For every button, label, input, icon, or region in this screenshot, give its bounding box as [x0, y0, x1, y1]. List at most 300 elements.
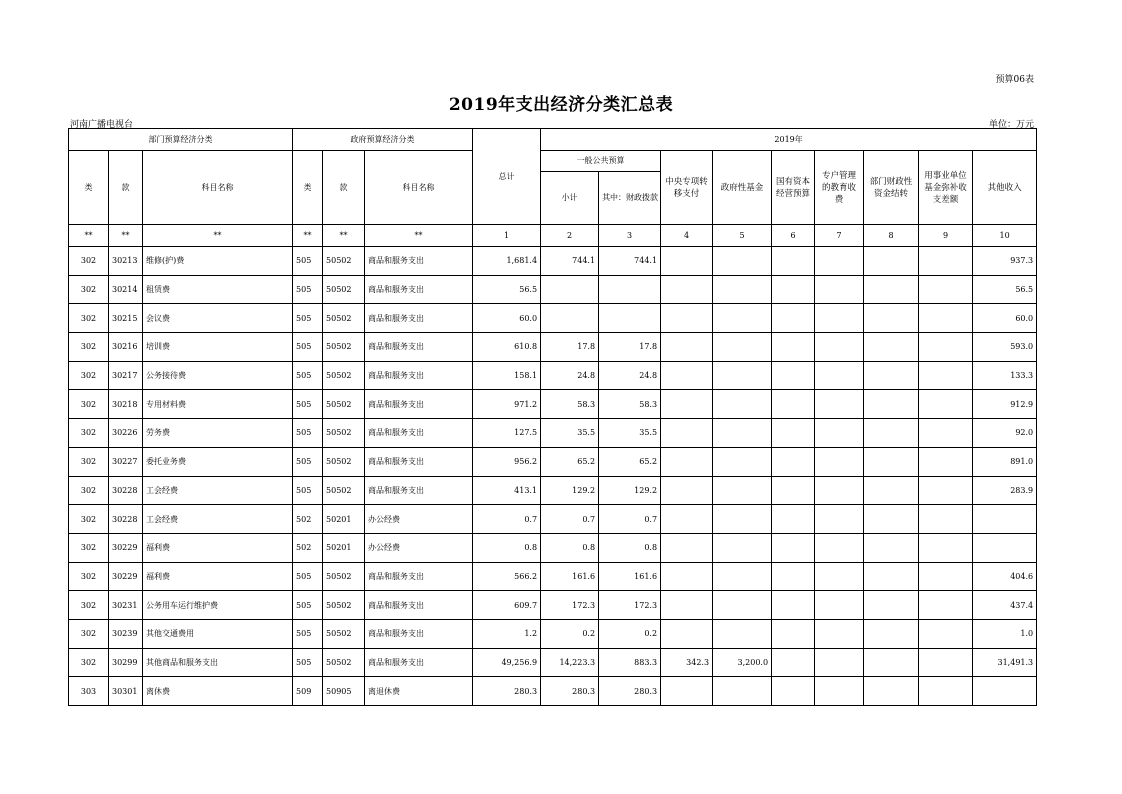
gov-subject-name-cell: 办公经费	[365, 505, 473, 534]
gov-subject-name-cell: 商品和服务支出	[365, 562, 473, 591]
dept-carryover-cell	[864, 247, 919, 276]
gov-fund-cell	[713, 333, 772, 362]
other-income-cell: 891.0	[973, 447, 1037, 476]
gov-fund-cell	[713, 304, 772, 333]
edu-fee-cell	[815, 476, 864, 505]
gov-fund-cell	[713, 275, 772, 304]
central-transfer-cell: 342.3	[661, 648, 713, 677]
institution-fund-cell	[919, 390, 973, 419]
state-capital-cell	[772, 648, 815, 677]
gov-kuan-cell: 50502	[323, 419, 365, 448]
gov-kuan-header: 款	[323, 151, 365, 225]
other-income-cell	[973, 677, 1037, 706]
total-cell: 413.1	[473, 476, 541, 505]
gov-fund-cell: 3,200.0	[713, 648, 772, 677]
subject-name-cell: 培训费	[143, 333, 293, 362]
table-row	[69, 390, 1037, 419]
fiscal-cell: 35.5	[599, 419, 661, 448]
organization-name: 河南广播电视台	[70, 120, 134, 130]
gov-kuan-cell: 50502	[323, 447, 365, 476]
other-income-cell: 92.0	[973, 419, 1037, 448]
edu-fee-cell	[815, 533, 864, 562]
fiscal-cell	[599, 304, 661, 333]
central-transfer-cell	[661, 591, 713, 620]
subtotal-cell	[541, 304, 599, 333]
state-capital-cell	[772, 591, 815, 620]
total-cell: 609.7	[473, 591, 541, 620]
gov-kuan-cell: 50905	[323, 677, 365, 706]
dept-carryover-cell	[864, 333, 919, 362]
subtotal-cell: 14,223.3	[541, 648, 599, 677]
gov-subject-name-cell: 商品和服务支出	[365, 361, 473, 390]
state-capital-cell	[772, 619, 815, 648]
gov-lei-cell: 505	[293, 447, 323, 476]
gov-lei-cell: 505	[293, 591, 323, 620]
lei-cell: 302	[69, 275, 109, 304]
dept-carryover-cell	[864, 304, 919, 333]
other-income-cell: 31,491.3	[973, 648, 1037, 677]
kuan-cell: 30217	[109, 361, 143, 390]
central-transfer-cell	[661, 476, 713, 505]
index-cell: **	[109, 225, 143, 247]
subtotal-cell: 161.6	[541, 562, 599, 591]
subject-name-cell: 租赁费	[143, 275, 293, 304]
index-cell: **	[323, 225, 365, 247]
total-cell: 60.0	[473, 304, 541, 333]
other-income-cell: 133.3	[973, 361, 1037, 390]
gov-lei-cell: 509	[293, 677, 323, 706]
institution-fund-cell	[919, 677, 973, 706]
table-row	[69, 648, 1037, 677]
other-income-header: 其他收入	[973, 151, 1037, 225]
gov-lei-cell: 505	[293, 476, 323, 505]
subtotal-cell: 129.2	[541, 476, 599, 505]
gov-kuan-cell: 50502	[323, 247, 365, 276]
fiscal-cell: 129.2	[599, 476, 661, 505]
kuan-cell: 30215	[109, 304, 143, 333]
edu-fee-cell	[815, 648, 864, 677]
kuan-cell: 30218	[109, 390, 143, 419]
gov-subject-name-cell: 商品和服务支出	[365, 333, 473, 362]
gov-fund-header: 政府性基金	[713, 151, 772, 225]
lei-cell: 302	[69, 505, 109, 534]
gov-fund-cell	[713, 361, 772, 390]
gov-subject-name-cell: 离退休费	[365, 677, 473, 706]
gov-fund-cell	[713, 533, 772, 562]
central-transfer-cell	[661, 505, 713, 534]
lei-cell: 302	[69, 390, 109, 419]
index-cell: 5	[713, 225, 772, 247]
gov-fund-cell	[713, 247, 772, 276]
kuan-cell: 30228	[109, 505, 143, 534]
institution-fund-cell	[919, 361, 973, 390]
state-capital-cell	[772, 447, 815, 476]
institution-fund-cell	[919, 247, 973, 276]
subtotal-cell	[541, 275, 599, 304]
subtotal-cell: 58.3	[541, 390, 599, 419]
institution-fund-cell	[919, 533, 973, 562]
kuan-cell: 30231	[109, 591, 143, 620]
gov-lei-cell: 505	[293, 390, 323, 419]
state-capital-cell	[772, 476, 815, 505]
dept-carryover-cell	[864, 619, 919, 648]
dept-carryover-cell	[864, 591, 919, 620]
state-capital-cell	[772, 247, 815, 276]
edu-fee-cell	[815, 361, 864, 390]
edu-fee-cell	[815, 562, 864, 591]
kuan-cell: 30229	[109, 562, 143, 591]
state-capital-cell	[772, 533, 815, 562]
subject-name-cell: 专用材料费	[143, 390, 293, 419]
total-cell: 280.3	[473, 677, 541, 706]
edu-fee-cell	[815, 677, 864, 706]
edu-fee-cell	[815, 390, 864, 419]
index-cell: 9	[919, 225, 973, 247]
gov-subject-name-cell: 商品和服务支出	[365, 648, 473, 677]
gov-kuan-cell: 50201	[323, 533, 365, 562]
gov-fund-cell	[713, 619, 772, 648]
subject-name-cell: 工会经费	[143, 476, 293, 505]
edu-fee-cell	[815, 304, 864, 333]
gov-subject-name-cell: 商品和服务支出	[365, 419, 473, 448]
central-transfer-cell	[661, 304, 713, 333]
lei-cell: 302	[69, 447, 109, 476]
total-cell: 158.1	[473, 361, 541, 390]
subtotal-cell: 0.2	[541, 619, 599, 648]
kuan-cell: 30228	[109, 476, 143, 505]
table-row	[69, 476, 1037, 505]
state-capital-cell	[772, 677, 815, 706]
fiscal-cell: 0.7	[599, 505, 661, 534]
gov-lei-cell: 502	[293, 533, 323, 562]
total-cell: 566.2	[473, 562, 541, 591]
dept-carryover-cell	[864, 677, 919, 706]
edu-fee-cell	[815, 275, 864, 304]
edu-fee-cell	[815, 333, 864, 362]
total-header: 总计	[473, 129, 541, 225]
edu-fee-cell	[815, 591, 864, 620]
gov-kuan-cell: 50502	[323, 476, 365, 505]
central-transfer-cell	[661, 619, 713, 648]
other-income-cell	[973, 505, 1037, 534]
subject-name-cell: 离休费	[143, 677, 293, 706]
central-transfer-cell	[661, 533, 713, 562]
index-cell: **	[143, 225, 293, 247]
gov-kuan-cell: 50502	[323, 333, 365, 362]
institution-fund-cell	[919, 447, 973, 476]
gov-lei-cell: 502	[293, 505, 323, 534]
other-income-cell: 60.0	[973, 304, 1037, 333]
table-row	[69, 677, 1037, 706]
total-cell: 0.8	[473, 533, 541, 562]
institution-fund-cell	[919, 619, 973, 648]
lei-cell: 302	[69, 247, 109, 276]
total-cell: 49,256.9	[473, 648, 541, 677]
central-transfer-cell	[661, 361, 713, 390]
table-row	[69, 533, 1037, 562]
gov-lei-cell: 505	[293, 648, 323, 677]
total-cell: 610.8	[473, 333, 541, 362]
subject-name-cell: 维修(护)费	[143, 247, 293, 276]
table-row	[69, 619, 1037, 648]
subject-name-cell: 其他交通费用	[143, 619, 293, 648]
institution-fund-cell	[919, 505, 973, 534]
gov-subject-name-cell: 办公经费	[365, 533, 473, 562]
institution-fund-cell	[919, 648, 973, 677]
kuan-cell: 30299	[109, 648, 143, 677]
dept-carryover-cell	[864, 505, 919, 534]
table-row	[69, 275, 1037, 304]
gov-fund-cell	[713, 447, 772, 476]
total-cell: 127.5	[473, 419, 541, 448]
dept-carryover-header: 部门财政性资金结转	[864, 151, 919, 225]
table-row	[69, 419, 1037, 448]
lei-cell: 302	[69, 361, 109, 390]
table-row	[69, 591, 1037, 620]
other-income-cell: 593.0	[973, 333, 1037, 362]
gov-fund-cell	[713, 591, 772, 620]
lei-cell: 302	[69, 333, 109, 362]
dept-classification-header: 部门预算经济分类	[69, 129, 293, 151]
fiscal-allocation-header: 其中：财政拨款	[599, 172, 661, 225]
fiscal-cell: 744.1	[599, 247, 661, 276]
institution-fund-cell	[919, 333, 973, 362]
gov-lei-cell: 505	[293, 562, 323, 591]
page-title: 2019年支出经济分类汇总表	[448, 95, 674, 115]
fiscal-cell: 280.3	[599, 677, 661, 706]
state-capital-cell	[772, 361, 815, 390]
gov-lei-cell: 505	[293, 619, 323, 648]
gov-lei-cell: 505	[293, 275, 323, 304]
index-row	[69, 225, 1037, 247]
gov-fund-cell	[713, 505, 772, 534]
fiscal-cell: 65.2	[599, 447, 661, 476]
subtotal-cell: 17.8	[541, 333, 599, 362]
index-cell: **	[69, 225, 109, 247]
total-cell: 971.2	[473, 390, 541, 419]
gov-lei-header: 类	[293, 151, 323, 225]
index-cell: 4	[661, 225, 713, 247]
dept-kuan-header: 款	[109, 151, 143, 225]
lei-cell: 302	[69, 619, 109, 648]
total-cell: 956.2	[473, 447, 541, 476]
dept-carryover-cell	[864, 419, 919, 448]
subject-name-cell: 工会经费	[143, 505, 293, 534]
table-row	[69, 247, 1037, 276]
central-transfer-cell	[661, 333, 713, 362]
subject-name-cell: 其他商品和服务支出	[143, 648, 293, 677]
edu-fee-cell	[815, 247, 864, 276]
state-capital-cell	[772, 505, 815, 534]
dept-carryover-cell	[864, 361, 919, 390]
gov-kuan-cell: 50502	[323, 562, 365, 591]
kuan-cell: 30239	[109, 619, 143, 648]
state-capital-cell	[772, 562, 815, 591]
fiscal-cell	[599, 275, 661, 304]
gov-subject-name-cell: 商品和服务支出	[365, 247, 473, 276]
table-row	[69, 562, 1037, 591]
lei-cell: 302	[69, 419, 109, 448]
central-transfer-cell	[661, 677, 713, 706]
subtotal-cell: 744.1	[541, 247, 599, 276]
total-cell: 1,681.4	[473, 247, 541, 276]
subject-name-cell: 福利费	[143, 562, 293, 591]
table-row	[69, 361, 1037, 390]
table-row	[69, 333, 1037, 362]
gov-fund-cell	[713, 390, 772, 419]
edu-fee-cell	[815, 447, 864, 476]
index-cell: 1	[473, 225, 541, 247]
fiscal-cell: 17.8	[599, 333, 661, 362]
gov-fund-cell	[713, 677, 772, 706]
fiscal-cell: 883.3	[599, 648, 661, 677]
total-cell: 56.5	[473, 275, 541, 304]
kuan-cell: 30216	[109, 333, 143, 362]
table-row	[69, 505, 1037, 534]
gov-subject-header: 科目名称	[365, 151, 473, 225]
subtotal-cell: 35.5	[541, 419, 599, 448]
subject-name-cell: 劳务费	[143, 419, 293, 448]
subject-name-cell: 委托业务费	[143, 447, 293, 476]
other-income-cell: 283.9	[973, 476, 1037, 505]
index-cell: **	[293, 225, 323, 247]
institution-fund-cell	[919, 591, 973, 620]
dept-carryover-cell	[864, 390, 919, 419]
subtotal-cell: 24.8	[541, 361, 599, 390]
central-transfer-header: 中央专项转移支付	[661, 151, 713, 225]
dept-carryover-cell	[864, 447, 919, 476]
fiscal-cell: 161.6	[599, 562, 661, 591]
state-capital-cell	[772, 333, 815, 362]
other-income-cell: 56.5	[973, 275, 1037, 304]
dept-carryover-cell	[864, 648, 919, 677]
unit-label: 单位：万元	[988, 120, 1034, 130]
lei-cell: 302	[69, 476, 109, 505]
dept-carryover-cell	[864, 533, 919, 562]
dept-lei-header: 类	[69, 151, 109, 225]
index-cell: **	[365, 225, 473, 247]
fiscal-cell: 172.3	[599, 591, 661, 620]
gov-lei-cell: 505	[293, 419, 323, 448]
edu-fee-cell	[815, 419, 864, 448]
other-income-cell: 437.4	[973, 591, 1037, 620]
kuan-cell: 30214	[109, 275, 143, 304]
index-cell: 6	[772, 225, 815, 247]
dept-carryover-cell	[864, 562, 919, 591]
state-capital-cell	[772, 275, 815, 304]
other-income-cell: 937.3	[973, 247, 1037, 276]
gov-fund-cell	[713, 562, 772, 591]
lei-cell: 302	[69, 533, 109, 562]
other-income-cell: 912.9	[973, 390, 1037, 419]
other-income-cell	[973, 533, 1037, 562]
gov-kuan-cell: 50502	[323, 275, 365, 304]
state-capital-cell	[772, 419, 815, 448]
subtotal-cell: 172.3	[541, 591, 599, 620]
edu-fee-header: 专户管理的教育收费	[815, 151, 864, 225]
kuan-cell: 30301	[109, 677, 143, 706]
gov-subject-name-cell: 商品和服务支出	[365, 275, 473, 304]
gov-kuan-cell: 50502	[323, 591, 365, 620]
subject-name-cell: 公务用车运行维护费	[143, 591, 293, 620]
fiscal-cell: 24.8	[599, 361, 661, 390]
subject-name-cell: 福利费	[143, 533, 293, 562]
gov-lei-cell: 505	[293, 333, 323, 362]
edu-fee-cell	[815, 619, 864, 648]
lei-cell: 302	[69, 648, 109, 677]
state-capital-cell	[772, 304, 815, 333]
kuan-cell: 30213	[109, 247, 143, 276]
form-number: 预算06表	[995, 75, 1034, 85]
fiscal-cell: 0.2	[599, 619, 661, 648]
lei-cell: 302	[69, 562, 109, 591]
subject-name-cell: 公务接待费	[143, 361, 293, 390]
gov-lei-cell: 505	[293, 304, 323, 333]
subtotal-cell: 0.7	[541, 505, 599, 534]
central-transfer-cell	[661, 247, 713, 276]
institution-fund-header: 用事业单位基金弥补收支差额	[919, 151, 973, 225]
gov-classification-header: 政府预算经济分类	[293, 129, 473, 151]
lei-cell: 302	[69, 304, 109, 333]
kuan-cell: 30229	[109, 533, 143, 562]
index-cell: 10	[973, 225, 1037, 247]
central-transfer-cell	[661, 419, 713, 448]
central-transfer-cell	[661, 275, 713, 304]
index-cell: 8	[864, 225, 919, 247]
state-capital-header: 国有资本经营预算	[772, 151, 815, 225]
dept-carryover-cell	[864, 476, 919, 505]
gov-kuan-cell: 50502	[323, 648, 365, 677]
dept-subject-header: 科目名称	[143, 151, 293, 225]
gov-subject-name-cell: 商品和服务支出	[365, 619, 473, 648]
gov-kuan-cell: 50502	[323, 361, 365, 390]
subtotal-cell: 65.2	[541, 447, 599, 476]
gov-fund-cell	[713, 419, 772, 448]
institution-fund-cell	[919, 275, 973, 304]
other-income-cell: 404.6	[973, 562, 1037, 591]
table-row	[69, 304, 1037, 333]
gov-kuan-cell: 50502	[323, 304, 365, 333]
total-cell: 0.7	[473, 505, 541, 534]
gov-subject-name-cell: 商品和服务支出	[365, 476, 473, 505]
edu-fee-cell	[815, 505, 864, 534]
gov-subject-name-cell: 商品和服务支出	[365, 591, 473, 620]
gov-kuan-cell: 50502	[323, 390, 365, 419]
fiscal-cell: 58.3	[599, 390, 661, 419]
gov-fund-cell	[713, 476, 772, 505]
subtotal-header: 小计	[541, 172, 599, 225]
total-cell: 1.2	[473, 619, 541, 648]
lei-cell: 302	[69, 591, 109, 620]
gov-lei-cell: 505	[293, 247, 323, 276]
institution-fund-cell	[919, 304, 973, 333]
gov-subject-name-cell: 商品和服务支出	[365, 390, 473, 419]
gov-subject-name-cell: 商品和服务支出	[365, 447, 473, 476]
gov-kuan-cell: 50201	[323, 505, 365, 534]
gov-lei-cell: 505	[293, 361, 323, 390]
general-budget-header: 一般公共预算	[541, 151, 661, 172]
fiscal-cell: 0.8	[599, 533, 661, 562]
institution-fund-cell	[919, 419, 973, 448]
state-capital-cell	[772, 390, 815, 419]
kuan-cell: 30226	[109, 419, 143, 448]
subtotal-cell: 280.3	[541, 677, 599, 706]
kuan-cell: 30227	[109, 447, 143, 476]
dept-carryover-cell	[864, 275, 919, 304]
subtotal-cell: 0.8	[541, 533, 599, 562]
gov-kuan-cell: 50502	[323, 619, 365, 648]
lei-cell: 303	[69, 677, 109, 706]
